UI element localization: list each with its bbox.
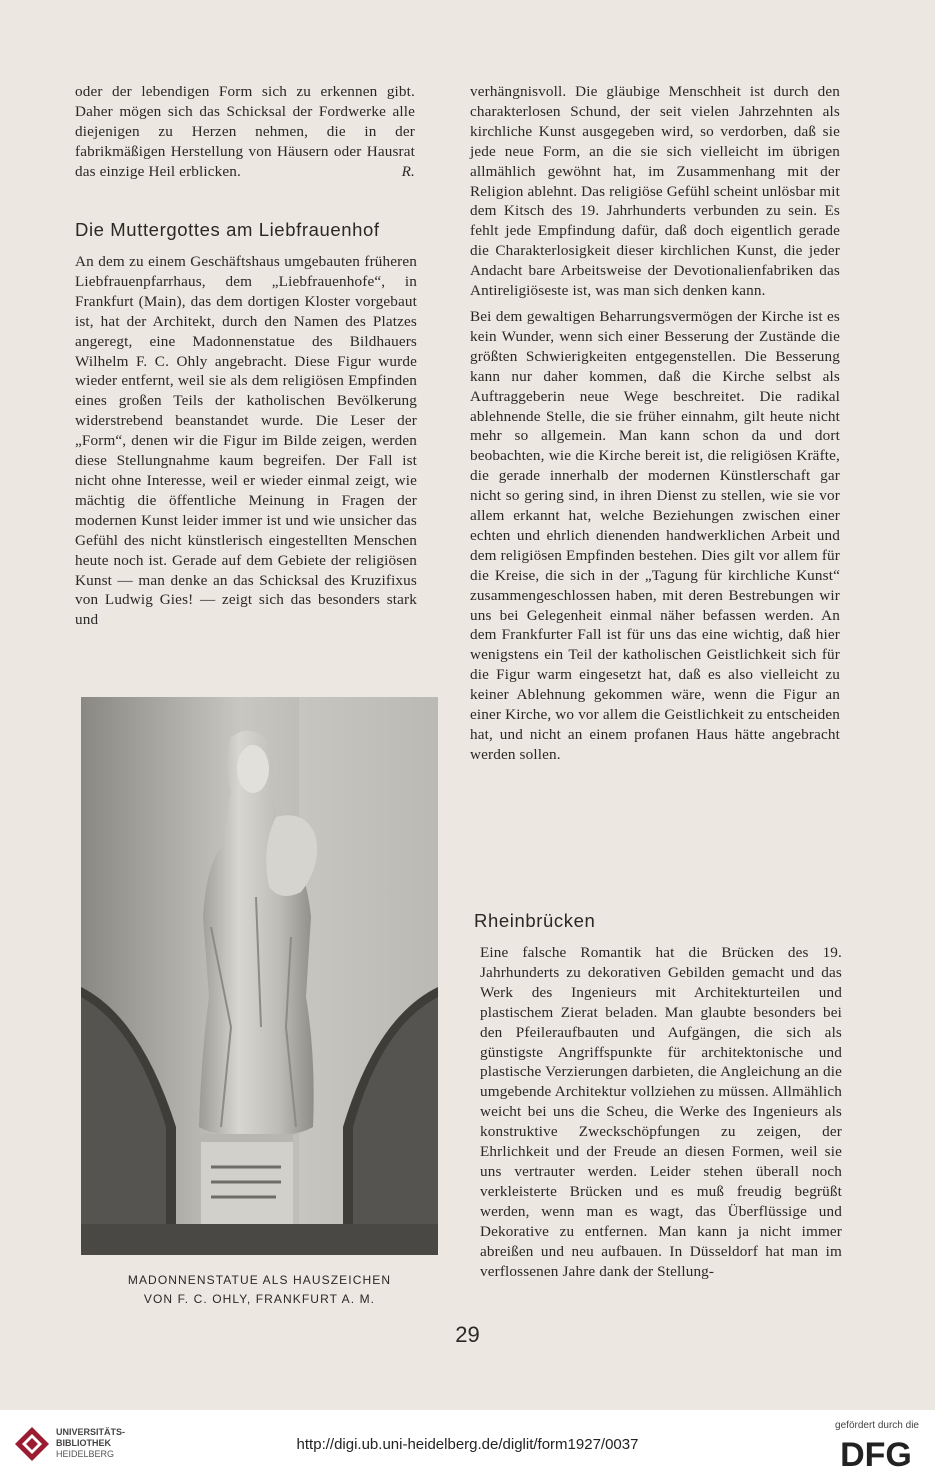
funded-by-label: gefördert durch die <box>835 1420 919 1431</box>
rheinbruecken-article <box>480 943 842 1281</box>
section-heading-muttergottes: Die Muttergottes am Liebfrauenhof <box>75 219 380 240</box>
digitization-footer <box>0 1410 935 1479</box>
article-paragraph: An dem zu einem Geschäftshaus umgebauten früheren Liebfrauenpfarrhaus, dem „Liebfrauenhofe“, in Frankfurt (Main), das dem dortigen Kloster vorgebaut ist, hat der Architekt, durch den Namen des Platzes angeregt, eine Madonnenstatue des Bildhauers Wilhelm F. C. Ohly angebracht. Diese Figur wurde wieder entfernt, weil sie als dem religiösen Empfinden eines großen Teils der katholischen Bevölkerung widerstrebend beanstandet wurde. Die Leser der „Form“, denen wir die Figur im Bilde zeigen, werden diese Stellungnahme kaum begreifen. Der Fall ist nicht ohne Interesse, weil er wieder einmal zeigt, wie mächtig die öffentliche Meinung in Fragen der modernen Kunst leider immer ist und wie unsicher das Gefühl des nicht künstlerisch eingestellten Menschen heute noch ist. Gerade auf dem Gebiete der religiösen Kunst — man denke an das Schicksal des Kruzifixus von Ludwig Gies! — zeigt sich das besonders stark und <box>75 253 417 629</box>
left-intro-text <box>75 82 415 182</box>
caption-line: MADONNENSTATUE ALS HAUSZEICHEN <box>127 1273 392 1287</box>
dfg-logo-text: DFG <box>840 1436 912 1470</box>
source-url-link[interactable]: http://digi.ub.uni-heidelberg.de/diglit/form1927/0037 <box>296 1436 639 1453</box>
madonna-statue-photo <box>81 697 438 1255</box>
caption-line: VON F. C. OHLY, FRANKFURT A. M. <box>143 1292 376 1306</box>
dfg-logo-icon <box>831 1436 921 1470</box>
section-heading-rheinbruecken: Rheinbrücken <box>474 910 596 931</box>
article-paragraph: Eine falsche Romantik hat die Brücken des 19. Jahrhunderts zu dekorativen Gebilden gemacht und das Werk des Ingenieurs mit Architekturteilen und plastischem Zierat beladen. Man glaubte besonders bei den Pfeileraufbauten und Aufgängen, die sich als günstigste Angriffspunkte für architektonische und plastische Verzierungen darbieten, die Angleichung an die umgebende Architektur vollziehen zu müssen. Allmählich weicht bei uns die Scheu, die Werke des Ingenieurs als konstruktive Zweckschöpfungen zu zeigen, der Ehrlichkeit und der Freude an diesen Formen, weil sie uns vertrauter werden. Leider stehen überall noch verkleisterte Brücken und es muß freudig begrüßt werden, wenn man es wagt, das Überflüssige und Dekorative zu entfernen. Man kann ja nicht immer abreißen und neu aufbauen. In Düsseldorf hat man im verflossenen Jahre dank der Stellung- <box>480 944 842 1280</box>
article-paragraph: verhängnisvoll. Die gläubige Menschheit ist durch den charakterlosen Schund, der seit vielen Jahrzehnten als kirchliche Kunst ausgegeben wird, so verdorben, daß sie jede neue Form, an die sie sich vielleicht im übrigen allmählich gewöhnt hat, im Zusammenhang mit der Religion ablehnt. Das religiöse Gefühl scheint unlösbar mit dem Kitsch des 19. Jahrhunderts verbunden zu sein. Es fehlt jede Empfindung dafür, daß doch eigentlich gerade die Charakterlosigkeit dieser kirchlichen Kunst, die jeder Andacht bare Arbeitsweise der Devotionalienfabriken das Antireligiöseste ist, was man sich denken kann. <box>470 83 840 300</box>
author-signature: R. <box>401 162 415 180</box>
library-name-line: HEIDELBERG <box>56 1449 115 1459</box>
page-number: 29 <box>455 1322 480 1347</box>
intro-paragraph: oder der lebendigen Form sich zu erkennen gibt. Daher mögen sich das Schicksal der Fordwerke alle diejenigen zu Herzen nehmen, die in der fabrikmäßigen Herstellung von Häusern oder Hausrat das einzige Heil erblicken. R. <box>75 83 415 180</box>
muttergottes-article <box>75 252 417 630</box>
library-name-line: BIBLIOTHEK <box>56 1438 111 1448</box>
article-paragraph: Bei dem gewaltigen Beharrungsvermögen der Kirche ist es kein Wunder, wenn sich einer Besserung der Zustände die größten Schwierigkeiten entgegenstellen. Die Besserung kann nur daher kommen, daß die Kirche selbst als Auftraggeberin neue Wege beschreitet. Die radikal ablehnende Stelle, die sie früher einnahm, gilt heute nicht mehr so allgemein. Man kann schon da und dort beobachten, wie die Kirche bereit ist, die religiösen Kräfte, die gerade innerhalb der modernen Künstlerschaft gar nicht so gering sind, in ihren Dienst zu stellen, wie sie vor allem erkannt hat, welche Beziehungen zwischen einer echten und ehrlich dienenden handwerklichen Arbeit und dem religiösen Empfinden bestehen. Dies gilt vor allem für die Kreise, die sich in der „Tagung für kirchliche Kunst“ zusammengeschlossen haben, mit deren Bestrebungen wir uns bei Gelegenheit einmal näher befassen werden. An dem Frankfurter Fall ist für uns das eine wichtig, daß hier wenigstens ein Teil der katholischen Geistlichkeit sich für die Figur warm eingesetzt hat, daß es also vielleicht zu keiner Ablehnung gekommen wäre, wenn die Figur an einer Kirche, wo vor allem die Geistlichkeit zu entscheiden hat, und nicht an einem profanen Haus hätte angebracht werden sollen. <box>470 307 840 763</box>
right-column-text <box>470 82 840 765</box>
library-name-line: UNIVERSITÄTS- <box>56 1427 126 1437</box>
photo-caption <box>81 1271 438 1309</box>
